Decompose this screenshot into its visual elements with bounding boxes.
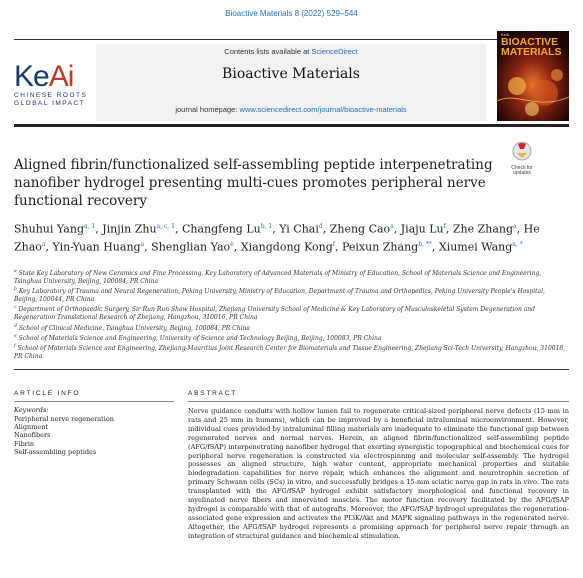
keyword-item: Peripheral nerve regeneration — [14, 415, 114, 423]
logo-tagline-1: CHINESE ROOTS — [14, 92, 88, 99]
journal-homepage-link[interactable]: www.sciencedirect.com/journal/bioactive-materials — [239, 105, 407, 114]
sciencedirect-link[interactable]: ScienceDirect — [311, 47, 358, 56]
author-name[interactable]: Peixun Zhang — [341, 240, 419, 254]
section-divider — [14, 369, 569, 370]
contents-prefix: Contents lists available at — [224, 47, 312, 56]
keyword-item: Nanofibers — [14, 431, 51, 440]
author-affiliation-marker[interactable]: a — [513, 223, 517, 230]
author-name[interactable]: Xiangdong Kong — [240, 240, 333, 254]
keyword-item: Alignment — [14, 423, 49, 432]
author-name[interactable]: Jiaju Lu — [400, 222, 444, 236]
author-affiliation-marker[interactable]: b, ** — [418, 240, 432, 248]
affiliation-item: $^c$ Department of Orthopaedic Surgery, Sir Run Run Shaw Hospital, Zhejiang University School of Medicine & Key Laboratory of Musculoskeletal System Degeneration and Regeneration Translational Research of Zhejiang, Hangzhou, 310016, PR China — [14, 305, 536, 322]
journal-citation[interactable]: Bioactive Materials 8 (2022) 529–544 — [225, 9, 358, 18]
keyword-item: Self-assembling peptides — [14, 447, 97, 456]
journal-title: Bioactive Materials — [222, 66, 360, 82]
author-name[interactable]: Zheng Cao — [329, 222, 391, 236]
top-divider — [14, 39, 569, 40]
article-title: Aligned fibrin/functionalized self-assembling peptide interpenetrating nanofiber hydrogel presenting multi-cues promotes peripheral nerve functional recovery — [14, 157, 493, 209]
author-name[interactable]: Yin-Yuan Huang — [52, 240, 141, 254]
keyword-item: Fibrin — [14, 439, 35, 448]
contents-line — [96, 47, 486, 56]
abstract-text: Nerve guidance conduits with hollow lumen fail to regenerate critical-sized peripheral nerve defects (15 mm in rats and 25 mm in humans), which can be improved by a beneficial intraluminal microenvironment. However, individual cues provided by intraluminal filling materials are inadequate to eliminate the functional gap between regenerated nerves and normal nerves. Herein, an aligned fibrin/functionalized self-assembling peptide (AFG/fSAP) interpenetrating nanofiber hydrogel that exerting synergistic topographical and biochemical cues for peripheral nerve regeneration is constructed via electrospinning and molecular self-assembly. The hydrogel possesses an aligned structure, high water content, appropriate mechanical properties and suitable biodegradation capabilities for nerve repair, which enhances the alignment and neurotrophin secretion of primary Schwann cells (SCs) in vitro, and successfully bridges a 15-mm sciatic nerve gap in rats in vivo. The rats transplanted with the AFG/fSAP hydrogel exhibit satisfactory morphological and functional recovery in myelinated nerve fibers and innervated muscles. The motor function recovery facilitated by the AFG/fSAP hydrogel is comparable with that of autografts. Moreover, the AFG/fSAP hydrogel upregulates the regeneration-associated gene expression and activates the PI3K/Akt and MAPK signaling pathways in the regenerated nerve. Altogether, the AFG/fSAP hydrogel represents a promising approach for peripheral nerve repair through an integration of structural guidance and biochemical stimulation. — [188, 407, 569, 540]
keywords-heading: Keywords: — [14, 406, 49, 414]
author-affiliation-marker[interactable]: a, 1 — [83, 223, 96, 230]
abstract-divider — [188, 401, 569, 402]
author-affiliation-marker[interactable]: a, * — [512, 240, 523, 248]
affiliation-item: $^a$ State Key Laboratory of New Ceramics and Fine Processing, Key Laboratory of Advanced Materials of Ministry of Education, School of Materials Science and Engineering, Tsinghua University, Beijing, 100084, PR China — [14, 269, 542, 286]
author-affiliation-marker[interactable]: a, c, 1 — [156, 223, 175, 230]
author-name[interactable]: Jinjin Zhu — [102, 222, 157, 236]
cover-publisher-mark: KeAi — [501, 32, 510, 37]
affiliation-item: $^b$ Key Laboratory of Trauma and Neural Regeneration, Peking University, Ministry of Education, Department of Trauma and Orthopedics, Peking University People's Hospital, Beijing, 100044, PR China — [14, 287, 545, 304]
header-divider — [14, 124, 569, 127]
check-for-updates-button[interactable] — [509, 140, 535, 174]
keai-logo — [14, 62, 87, 108]
homepage-prefix: journal homepage: — [175, 105, 240, 114]
cover-title — [501, 37, 561, 57]
author-affiliation-marker[interactable]: e — [230, 240, 234, 248]
author-name[interactable]: Yi Chai — [279, 222, 319, 236]
logo-text-ai: Ai — [48, 60, 74, 93]
check-for-updates-icon — [509, 140, 535, 162]
keyword-list — [14, 415, 114, 456]
check-for-updates-label-2: updates — [513, 170, 531, 176]
cover-title-line-1: BIOACTIVE — [501, 36, 559, 48]
author-name[interactable]: Xiumei Wang — [438, 240, 513, 254]
cover-title-line-2: MATERIALS — [501, 46, 562, 58]
logo-text-ke: Ke — [14, 60, 49, 93]
author-name[interactable]: Shenglian Yao — [151, 240, 231, 254]
author-affiliation-marker[interactable]: b, 1 — [260, 223, 273, 230]
journal-cover-image[interactable] — [497, 31, 569, 121]
article-info-divider — [14, 401, 174, 402]
journal-homepage-line — [96, 105, 486, 114]
author-affiliation-marker[interactable]: a — [390, 223, 394, 230]
author-name[interactable]: He Zhao — [14, 222, 540, 254]
article-info-heading: ARTICLE INFO — [14, 390, 81, 397]
author-name[interactable]: Changfeng Lu — [181, 222, 261, 236]
author-affiliation-marker[interactable]: f — [443, 223, 446, 230]
author-name[interactable]: Shuhui Yang — [14, 222, 84, 236]
affiliation-item: $^e$ School of Materials Science and Engineering, University of Science and Technology Beijing, Beijing, 100083, PR China — [14, 333, 382, 342]
author-affiliation-marker[interactable]: a — [41, 240, 46, 248]
author-affiliation-marker[interactable]: a — [140, 240, 145, 248]
abstract-heading: ABSTRACT — [188, 390, 238, 397]
author-affiliation-marker[interactable]: f — [332, 240, 335, 248]
affiliation-list — [14, 268, 569, 361]
affiliation-item: $^d$ School of Clinical Medicine, Tsinghua University, Beijing, 100084, PR China — [14, 323, 250, 332]
logo-tagline-2: GLOBAL IMPACT — [14, 100, 86, 107]
check-for-updates-label-1: Check for — [511, 165, 533, 171]
author-list: Shuhui Yang$^{a, 1}$, Jinjin Zhu$^{a, c, 1}$, Changfeng Lu$^{b, 1}$, Yi Chai$^d$, Zheng Cao$^a$, Jiaju Lu$^f$, Zhe Zhang$^a$, He Zhao$^a$, Yin-Yuan Huang$^a$, Shenglian Yao$^e$, Xiangdong Kong$^f$, Peixun Zhang$^{b, **}$, Xiumei Wang$^{a, *}$ — [14, 222, 540, 254]
author-affiliation-marker[interactable]: d — [318, 223, 323, 230]
affiliation-item: $^f$ School of Materials Science and Engineering, Zhejiang-Mauritius Joint Research Center for Biomaterials and Tissue Engineering, Zhejiang Sci-Tech University, Hangzhou, 310018, PR China — [14, 343, 566, 360]
author-name[interactable]: Zhe Zhang — [452, 222, 514, 236]
